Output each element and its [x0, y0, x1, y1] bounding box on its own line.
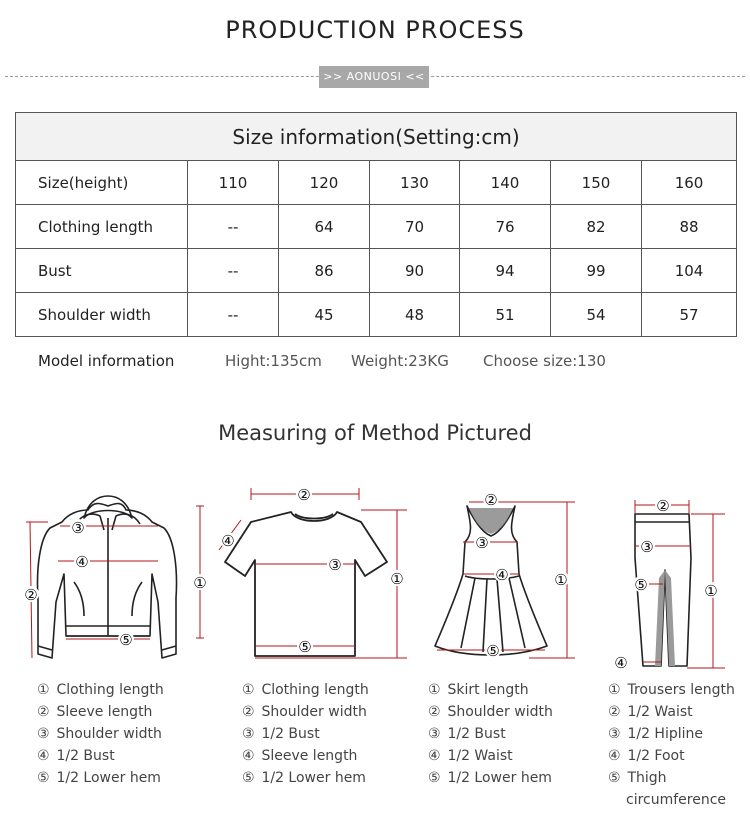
table-cell: 110 [188, 161, 279, 205]
model-height: Hight:135cm [225, 352, 322, 370]
tshirt-outline [225, 512, 387, 656]
legend-item: ③ 1/2 Hipline [608, 726, 704, 742]
legend-item: ② Shoulder width [428, 704, 553, 720]
table-cell: 48 [370, 293, 460, 337]
row-label: Clothing length [16, 205, 188, 249]
trousers-diagram [605, 478, 735, 674]
size-table-caption-row [16, 113, 737, 161]
trousers-marker-1: ① [704, 582, 718, 600]
model-weight: Weight:23KG [351, 352, 449, 370]
tshirt-marker-5: ⑤ [298, 638, 312, 656]
legend-item: ① Clothing length [37, 682, 164, 698]
model-info-label: Model information [38, 352, 175, 370]
table-cell: 57 [642, 293, 737, 337]
dress-legend [428, 679, 553, 789]
jacket-marker-4: ④ [75, 553, 89, 571]
legend-item: ④ 1/2 Foot [608, 748, 685, 764]
table-cell: 120 [279, 161, 370, 205]
legend-item: ② Sleeve length [37, 704, 153, 720]
jacket-marker-1: ① [193, 574, 207, 592]
dress-marker-5: ⑤ [486, 642, 500, 660]
tshirt-collar [295, 514, 333, 519]
page-title: PRODUCTION PROCESS [225, 16, 525, 44]
row-label: Bust [16, 249, 188, 293]
tshirt-marker-2: ② [297, 486, 311, 504]
table-cell: 150 [551, 161, 642, 205]
table-row [16, 293, 737, 337]
table-cell: 104 [642, 249, 737, 293]
table-cell: 82 [551, 205, 642, 249]
dress-skirt-folds [461, 576, 525, 652]
tshirt-legend [242, 679, 369, 789]
tshirt-marker-3: ③ [328, 556, 342, 574]
dress-diagram [425, 478, 595, 674]
table-cell: 140 [460, 161, 551, 205]
jacket-marker-3: ③ [71, 519, 85, 537]
table-row [16, 161, 737, 205]
jacket-legend [37, 679, 164, 789]
dress-marker-4: ④ [495, 566, 509, 584]
table-cell: 51 [460, 293, 551, 337]
tshirt-diagram [215, 478, 415, 674]
table-cell: 54 [551, 293, 642, 337]
legend-item-continuation: circumference [626, 792, 727, 808]
trousers-legend [608, 679, 735, 811]
table-cell: -- [188, 205, 279, 249]
table-cell: 86 [279, 249, 370, 293]
jacket-marker-2: ② [24, 586, 38, 604]
trousers-marker-3: ③ [640, 538, 654, 556]
legend-item: ② Shoulder width [242, 704, 367, 720]
trousers-marker-2: ② [656, 497, 670, 515]
jacket-cuffs [38, 646, 176, 650]
table-cell: -- [188, 249, 279, 293]
legend-item: ① Skirt length [428, 682, 529, 698]
size-table [15, 112, 737, 337]
table-cell: 70 [370, 205, 460, 249]
table-cell: 64 [279, 205, 370, 249]
jacket-marker-5: ⑤ [119, 631, 133, 649]
trousers-marker-4: ④ [614, 654, 628, 672]
legend-item: ④ Sleeve length [242, 748, 358, 764]
legend-item: ③ Shoulder width [37, 726, 162, 742]
legend-item: ③ 1/2 Bust [428, 726, 506, 742]
dress-marker-2: ② [484, 491, 498, 509]
legend-item: ⑤ 1/2 Lower hem [242, 770, 366, 786]
table-cell: 130 [370, 161, 460, 205]
jacket-pocket-left [74, 582, 84, 616]
jacket-pocket-right [132, 582, 142, 616]
jacket-body-outline [38, 504, 177, 659]
legend-item: ② 1/2 Waist [608, 704, 693, 720]
table-cell: 99 [551, 249, 642, 293]
table-cell: -- [188, 293, 279, 337]
table-cell: 94 [460, 249, 551, 293]
table-cell: 76 [460, 205, 551, 249]
model-info [38, 352, 738, 374]
table-cell: 45 [279, 293, 370, 337]
jacket-diagram [18, 478, 208, 674]
legend-item: ⑤ 1/2 Lower hem [428, 770, 552, 786]
tshirt-marker-4: ④ [221, 532, 235, 550]
legend-item: ③ 1/2 Bust [242, 726, 320, 742]
dress-marker-3: ③ [475, 534, 489, 552]
trousers-marker-5: ⑤ [634, 576, 648, 594]
table-row [16, 249, 737, 293]
legend-item: ① Clothing length [242, 682, 369, 698]
brand-badge: >> AONUOSI << [319, 66, 429, 88]
legend-item: ⑤ 1/2 Lower hem [37, 770, 161, 786]
size-table-caption: Size information(Setting:cm) [16, 113, 737, 161]
table-cell: 90 [370, 249, 460, 293]
legend-item: ① Trousers length [608, 682, 735, 698]
legend-item: ④ 1/2 Bust [37, 748, 115, 764]
table-row [16, 205, 737, 249]
table-cell: 160 [642, 161, 737, 205]
legend-item: ④ 1/2 Waist [428, 748, 513, 764]
measuring-title: Measuring of Method Pictured [218, 421, 532, 445]
row-label: Shoulder width [16, 293, 188, 337]
legend-item: ⑤ Thigh [608, 770, 667, 786]
dress-marker-1: ① [554, 571, 568, 589]
tshirt-marker-1: ① [390, 570, 404, 588]
row-label: Size(height) [16, 161, 188, 205]
table-cell: 88 [642, 205, 737, 249]
model-size: Choose size:130 [483, 352, 606, 370]
